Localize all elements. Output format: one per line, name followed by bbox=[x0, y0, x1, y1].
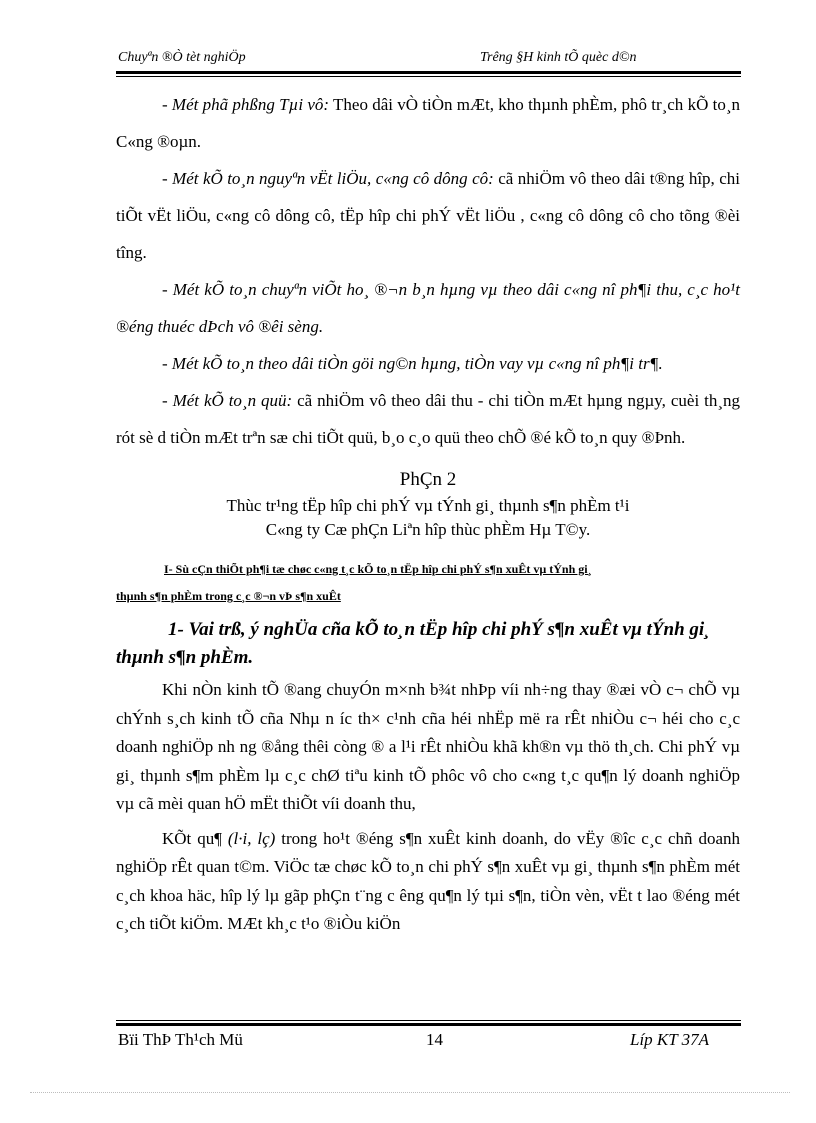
paragraph-lead: - Mét kÕ to¸n nguyªn vËt liÖu, c«ng cô dông cô: bbox=[162, 169, 494, 188]
paragraph-sales-accountant bbox=[116, 271, 740, 345]
page-number: 14 bbox=[426, 1030, 443, 1049]
paragraph-materials-accountant bbox=[116, 160, 740, 271]
header-left: Chuyªn ®Ò tèt nghiÖp bbox=[118, 50, 246, 65]
page-bottom-divider bbox=[30, 1092, 790, 1093]
header-rule-thick bbox=[116, 71, 741, 74]
paragraph-lead: - Mét kÕ to¸n theo dâi tiÒn göi ng©n hµng, tiÒn vay vµ c«ng nî ph¶i tr¶. bbox=[162, 354, 663, 373]
section-heading-line2: thµnh s¶n phÈm trong c¸c ®¬n vÞ s¶n xuÊt bbox=[116, 589, 341, 603]
paragraph-lead: - Mét kÕ to¸n chuyªn viÕt ho¸ ®¬n b¸n hµng vµ theo dâi c«ng nî ph¶i thu, c¸c ho¹t ®éng thuéc dÞch vô ®êi sèng. bbox=[116, 280, 740, 336]
paragraph-text: cã nhiÖm vô theo dâi t®ng hîp, chi tiÕt vËt liÖu, c«ng cô dông cô, tËp hîp chi phÝ vËt liÖu , c«ng cô dông cô cho tõng ®èi tîng. bbox=[116, 169, 740, 262]
paragraph-text: Theo dâi vÒ tiÒn mÆt, kho thµnh phÈm, phô tr¸ch kÕ to¸n C«ng ®oµn. bbox=[116, 95, 740, 151]
paragraph-lead: - Mét phã phßng Tµi vô: bbox=[162, 95, 330, 114]
paragraph-results bbox=[116, 825, 740, 939]
paragraph-text: trong ho¹t ®éng s¶n xuÊt kinh doanh, do vËy ®îc c¸c chñ doanh nghiÖp rÊt quan t©m. ViÖc tæ chøc kÕ to¸n chi phÝ s¶n xuÊt vµ gi¸ thµnh s¶n phÈm mét c¸ch khoa häc, hîp lý lµ gãp phÇn t¨ng c êng qu¶n lý tµi s¶n, tiÒn vèn, vËt t lao ®éng mét c¸ch tiÕt kiÖm. MÆt kh¸c t¹o ®iÒu kiÖn bbox=[116, 828, 741, 933]
paragraph-finance-deputy bbox=[116, 86, 740, 160]
subsection-heading-line2: thµnh s¶n phÈm. bbox=[116, 647, 254, 668]
part-title: PhÇn 2 bbox=[399, 469, 457, 490]
footer-rule-thick bbox=[116, 1023, 741, 1026]
paragraph-italic: (l·i, lç) bbox=[227, 828, 276, 848]
paragraph-text: KÕt qu¶ bbox=[162, 828, 228, 848]
section-heading-line1: I- Sù cÇn thiÕt ph¶i tæ chøc c«ng t¸c kÕ to¸n tËp hîp chi phÝ s¶n xuÊt vµ tÝnh gi¸ bbox=[164, 562, 592, 576]
part-subtitle-line2: C«ng ty Cæ phÇn Liªn hîp thùc phÈm Hµ T©y. bbox=[265, 520, 591, 539]
paragraph-bank-accountant bbox=[116, 345, 740, 382]
subsection-heading bbox=[116, 616, 740, 672]
footer-class: Líp KT 37A bbox=[630, 1030, 710, 1049]
footer-rule-thin bbox=[116, 1020, 741, 1021]
paragraph-cash-accountant bbox=[116, 382, 740, 456]
paragraph-lead: - Mét kÕ to¸n quü: bbox=[162, 391, 293, 410]
paragraph-text: cã nhiÖm vô theo dâi thu - chi tiÒn mÆt hµng ngµy, cuèi th¸ng rót sè d tiÒn mÆt trªn sæ chi tiÕt quü, b¸o c¸o quü theo chÕ ®é kÕ to¸n quy ®Þnh. bbox=[116, 391, 740, 447]
header-right: Trêng §H kinh tÕ quèc d©n bbox=[480, 50, 637, 65]
paragraph-economy bbox=[116, 676, 740, 819]
footer-author: Bïi ThÞ Th¹ch Mü bbox=[118, 1030, 243, 1049]
header-rule-thin bbox=[116, 76, 741, 77]
subsection-heading-line1: 1- Vai trß, ý nghÜa cña kÕ to¸n tËp hîp chi phÝ s¶n xuÊt vµ tÝnh gi¸ bbox=[168, 619, 711, 640]
page-body bbox=[116, 86, 740, 939]
paragraph-text: Khi nÒn kinh tÕ ®ang chuyÓn m×nh b¾t nhÞp víi nh÷ng thay ®æi vÒ c¬ chÕ vµ chÝnh s¸ch kinh tÕ cña Nhµ n íc th× c¹nh cña héi nhËp më ra rÊt nhiÒu c¬ héi cho c¸c doanh nghiÖp nh ng ®ång thêi còng ® a l¹i rÊt nhiÒu khã kh®n vµ thö th¸ch. Chi phÝ vµ gi¸ thµnh s¶m phÈm lµ c¸c chØ tiªu kinh tÕ phôc vô cho c«ng t¸c qu¶n lý doanh nghiÖp vµ cã mèi quan hÖ mËt thiÕt víi doanh thu, bbox=[116, 680, 740, 813]
part-subtitle-line1: Thùc tr¹ng tËp hîp chi phÝ vµ tÝnh gi¸ thµnh s¶n phÈm t¹i bbox=[226, 496, 630, 515]
